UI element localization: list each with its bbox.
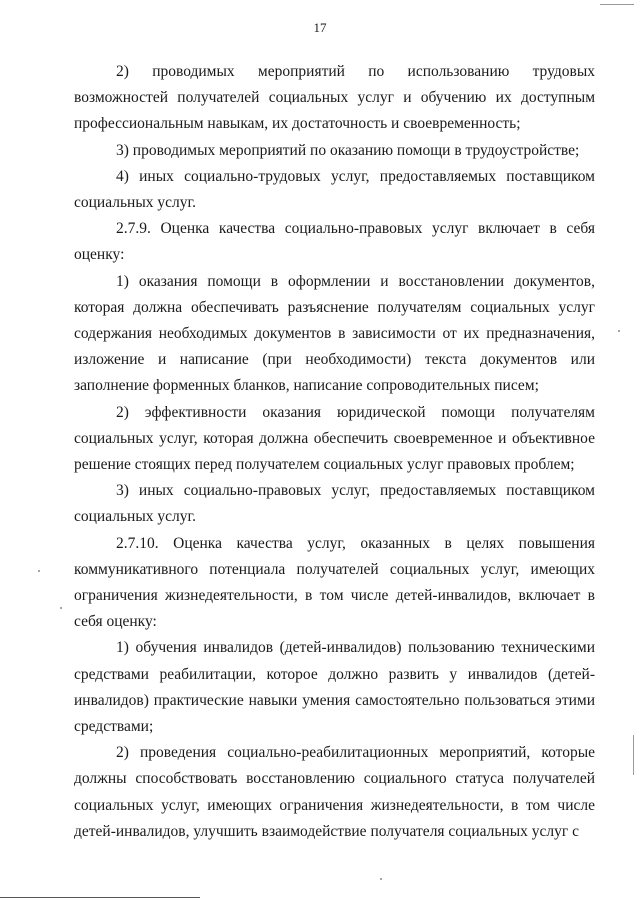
scan-edge-mark (0, 897, 200, 898)
paragraph: 1) оказания помощи в оформлении и восстановлении документов, которая должна обеспечивать разъяснение получателям социальных услуг содержания необходимых документов в зависимости от их предназначения, изложение и написание (при необходимости) текста документов или заполнение форменных бланков, написание сопроводительных писем; (74, 272, 595, 395)
paragraph: 2.7.9. Оценка качества социально-правовых услуг включает в себя оценку: (74, 220, 595, 264)
scan-dust (60, 607, 62, 609)
paragraph: 2) эффективности оказания юридической помощи получателям социальных услуг, которая должна обеспечить своевременное и объективное решение стоящих перед получателем социальных услуг правовых проблем; (74, 403, 595, 474)
paragraph: 2.7.10. Оценка качества услуг, оказанных в целях повышения коммуникативного потенциала получателей социальных услуг, имеющих ограничения жизнедеятельности, в том числе детей-инвалидов, включает в себя оценку: (74, 534, 595, 631)
paragraph: 3) проводимых мероприятий по оказанию помощи в трудоустройстве; (116, 141, 580, 159)
document-body (74, 59, 595, 845)
paragraph: 2) проводимых мероприятий по использованию трудовых возможностей получателей социальных услуг и обучению их доступным профессиональным навыкам, их достаточность и своевременность; (74, 63, 595, 133)
paragraph: 3) иных социально-правовых услуг, предоставляемых поставщиком социальных услуг. (74, 482, 595, 526)
paragraph: 4) иных социально-трудовых услуг, предоставляемых поставщиком социальных услуг. (74, 167, 595, 212)
paragraph: 1) обучения инвалидов (детей-инвалидов) пользованию техническими средствами реабилитации, которое должно развить у инвалидов (детей-инвалидов) практические навыки умения самостоятельно пользоваться этими средствами; (74, 639, 595, 736)
page-number: 17 (313, 20, 327, 35)
scan-dust (38, 570, 40, 572)
scan-edge-mark (633, 735, 634, 775)
paragraph: 2) проведения социально-реабилитационных мероприятий, которые должны способствовать восстановлению социального статуса получателей социальных услуг, имеющих ограничения жизнедеятельности, в том числе детей-инвалидов, улучшить взаимодействие получателя социальных услуг с (74, 744, 595, 840)
scan-dust (380, 878, 382, 880)
scan-edge-mark (600, 4, 634, 5)
scan-dust (618, 330, 620, 332)
